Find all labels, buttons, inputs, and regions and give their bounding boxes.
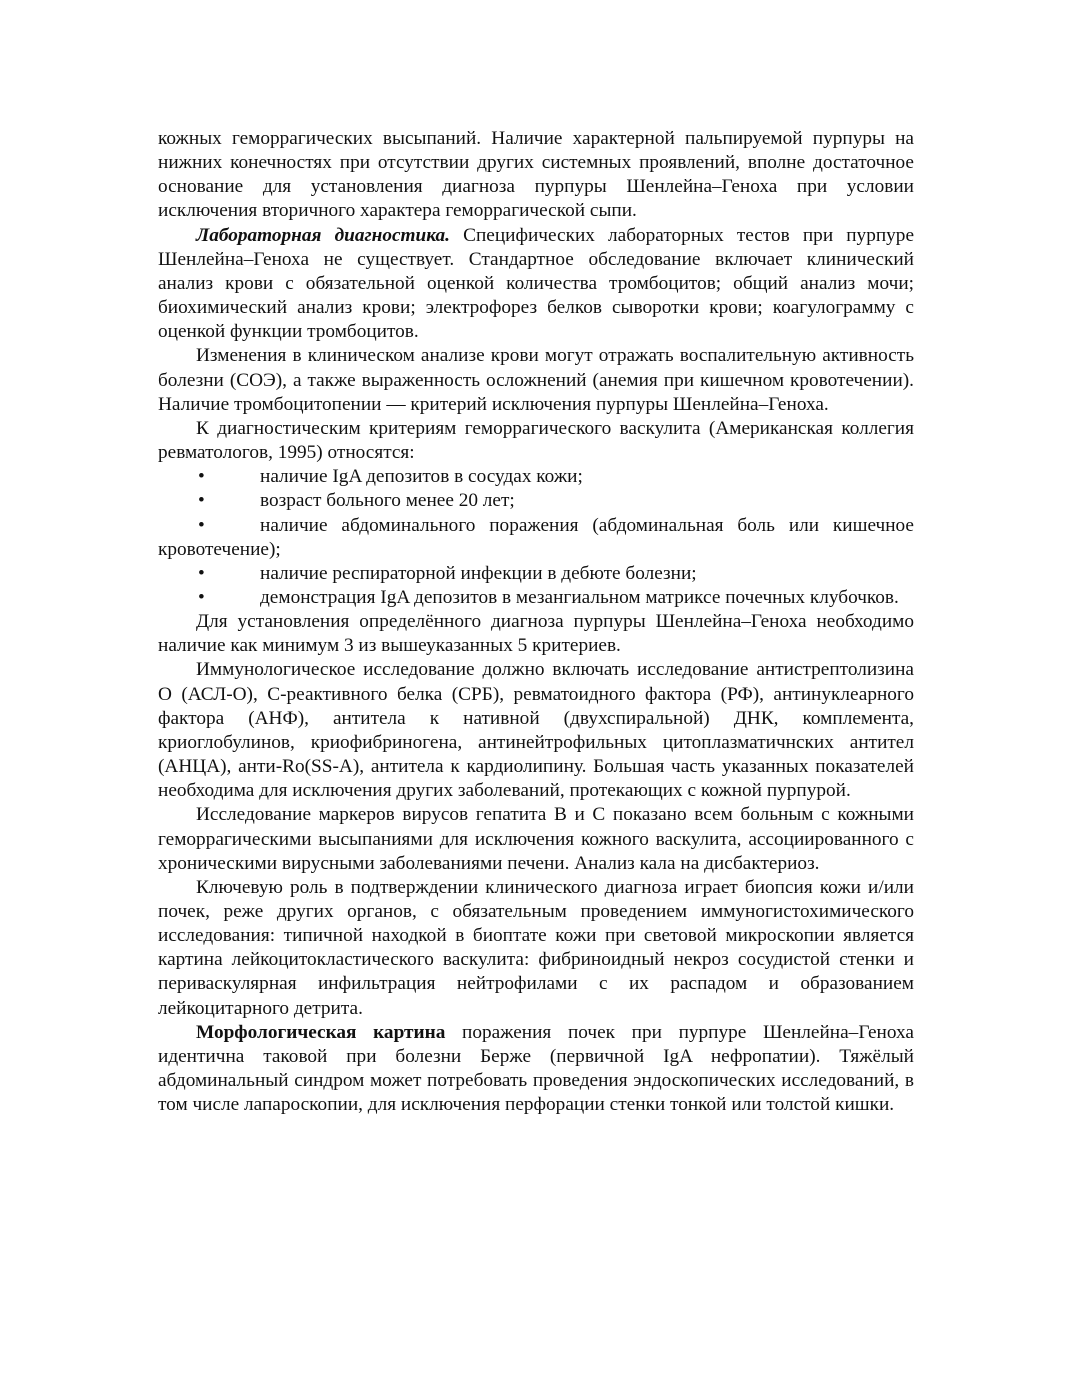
criteria-item [158, 514, 914, 562]
bullet-icon: • [198, 586, 205, 608]
bullet-icon: • [198, 466, 205, 488]
lab-diagnostics-heading: Лабораторная диагностика. [196, 224, 450, 246]
immunology-text: Иммунологическое исследование должно включать исследование антистрептолизина О (АСЛ-О), С-реактивного белка (СРБ), ревматоидного фактора (РФ), антинуклеарного фактора (АНФ), антитела к нативной (двухспиральной) ДНК, комплемента, криоглобулинов, криофибриногена, антинейтрофильных цитоплазматичнских антител (АНЦА), анти-Ro(SS-A), антитела к кардиолипину. Большая часть указанных показателей необходима для исключения других заболеваний, протекающих с кожной пурпурой. [158, 659, 914, 802]
criteria-item-text: возраст больного менее 20 лет; [260, 490, 515, 512]
paragraph-criteria-intro [158, 417, 914, 465]
paragraph-blood-analysis [158, 344, 914, 416]
paragraph-lab-diagnostics [158, 224, 914, 345]
definite-diagnosis-text: Для установления определённого диагноза пурпуры Шенлейна–Геноха необходимо наличие как минимум 3 из вышеуказанных 5 критериев. [158, 611, 914, 657]
lab-diagnostics-text: Специфических лабораторных тестов при пурпуре Шенлейна–Геноха не существует. Стандартное обследование включает клинический анализ крови с обязательной оценкой количества тромбоцитов; общий анализ мочи; биохимический анализ крови; электрофорез белков сыворотки крови; коагулограмму с оценкой функции тромбоцитов. [158, 224, 914, 343]
paragraph-intro [158, 127, 914, 224]
document-page [158, 127, 914, 1117]
paragraph-hepatitis-markers [158, 803, 914, 875]
paragraph-biopsy [158, 876, 914, 1021]
paragraph-intro-text: кожных геморрагических высыпаний. Наличие характерной пальпируемой пурпуры на нижних конечностях при отсутствии других системных проявлений, вполне достаточное основание для установления диагноза пурпуры Шенлейна–Геноха при условии исключения вторичного характера геморрагической сыпи. [158, 128, 914, 222]
biopsy-text: Ключевую роль в подтверждении клинического диагноза играет биопсия кожи и/или почек, реже других органов, с обязательным проведением иммуногистохимического исследования: типичной находкой в биоптате кожи при световой микроскопии является картина лейкоцитокластического васкулита: фибриноидный некроз сосудистой стенки и периваскулярная инфильтрация нейтрофилами с их распадом и образованием лейкоцитарного детрита. [158, 876, 914, 1019]
criteria-item-text: демонстрация IgA депозитов в мезангиальном матриксе почечных клубочков. [260, 586, 899, 608]
bullet-icon: • [198, 490, 205, 512]
paragraph-morphology [158, 1021, 914, 1118]
morphology-heading: Морфологическая картина [196, 1021, 446, 1043]
criteria-item-text: наличие респираторной инфекции в дебюте болезни; [260, 562, 697, 584]
bullet-icon: • [198, 514, 205, 536]
paragraph-definite-diagnosis [158, 610, 914, 658]
criteria-item [158, 489, 914, 513]
criteria-item [158, 586, 914, 610]
bullet-icon: • [198, 562, 205, 584]
criteria-item-text: наличие IgA депозитов в сосудах кожи; [260, 466, 583, 488]
morphology-text: поражения почек при пурпуре Шенлейна–Геноха идентична таковой при болезни Берже (первичной IgA нефропатии). Тяжёлый абдоминальный синдром может потребовать проведения эндоскопических исследований, в том числе лапароскопии, для исключения перфорации стенки тонкой или толстой кишки. [158, 1021, 914, 1116]
criteria-item-text: наличие абдоминального поражения (абдоминальная боль или кишечное кровотечение); [158, 514, 914, 560]
hepatitis-markers-text: Исследование маркеров вирусов гепатита В и С показано всем больным с кожными геморрагическими высыпаниями для исключения кожного васкулита, ассоциированного с хроническими вирусными заболеваниями печени. Анализ кала на дисбактериоз. [158, 804, 914, 874]
criteria-item [158, 465, 914, 489]
criteria-intro-text: К диагностическим критериям геморрагического васкулита (Американская коллегия ревматологов, 1995) относятся: [158, 417, 914, 464]
blood-analysis-text: Изменения в клиническом анализе крови могут отражать воспалительную активность болезни (СОЭ), а также выраженность осложнений (анемия при кишечном кровотечении). Наличие тромбоцитопении — критерий исключения пурпуры Шенлейна–Геноха. [158, 345, 914, 415]
criteria-item [158, 562, 914, 586]
paragraph-immunology [158, 658, 914, 803]
